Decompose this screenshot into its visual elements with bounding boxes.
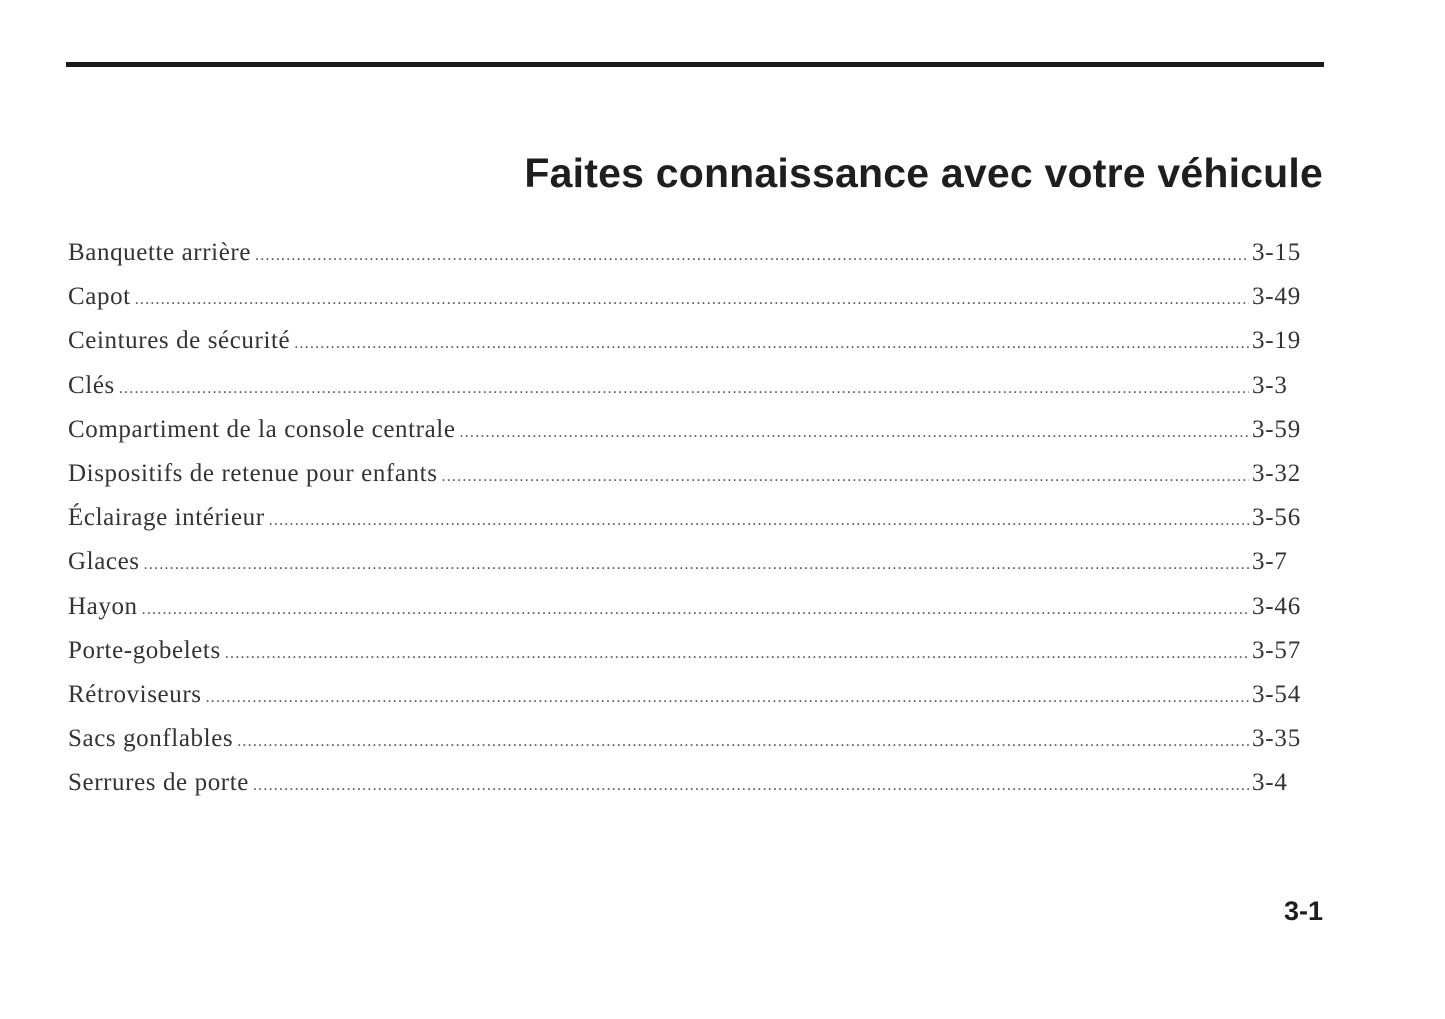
- toc-entry[interactable]: [68, 319, 1308, 363]
- toc-entry-page: 3-35: [1252, 725, 1302, 753]
- toc-entry[interactable]: [68, 452, 1308, 496]
- toc-entry[interactable]: [68, 364, 1308, 408]
- toc-entry-label: Clés: [68, 371, 115, 399]
- toc-entry[interactable]: [68, 585, 1308, 629]
- toc-entry-page: 3-3: [1252, 371, 1288, 399]
- dot-leader: [269, 499, 1249, 543]
- toc-entry-label: Compartiment de la console centrale: [68, 415, 456, 443]
- toc-entry[interactable]: [68, 629, 1308, 673]
- toc-entry-page: 3-46: [1252, 592, 1302, 620]
- toc-entry-page: 3-49: [1252, 283, 1302, 311]
- toc-entry[interactable]: [68, 275, 1308, 319]
- toc-entry[interactable]: [68, 673, 1308, 717]
- toc-entry-label: Porte-gobelets: [68, 636, 221, 664]
- toc-entry-label: Hayon: [68, 592, 138, 620]
- dot-leader: [142, 588, 1249, 632]
- toc-entry[interactable]: [68, 540, 1308, 584]
- toc-entry-label: Serrures de porte: [68, 769, 249, 797]
- toc-entry[interactable]: [68, 496, 1308, 540]
- dot-leader: [225, 632, 1249, 676]
- dot-leader: [294, 322, 1249, 366]
- toc-entry-label: Éclairage intérieur: [68, 504, 265, 532]
- toc-entry-page: 3-7: [1252, 548, 1288, 576]
- toc-entry-label: Rétroviseurs: [68, 680, 202, 708]
- header-rule: [66, 62, 1324, 67]
- page-number: 3-1: [1283, 896, 1323, 926]
- table-of-contents: [68, 231, 1308, 805]
- toc-entry-label: Banquette arrière: [68, 239, 252, 266]
- toc-entry[interactable]: [68, 408, 1308, 452]
- dot-leader: [135, 278, 1249, 322]
- dot-leader: [144, 543, 1249, 587]
- toc-entry-page: 3-15: [1252, 239, 1302, 266]
- dot-leader: [255, 234, 1249, 278]
- toc-entry-label: Glaces: [68, 548, 140, 576]
- toc-entry-page: 3-32: [1252, 459, 1302, 487]
- toc-entry-label: Ceintures de sécurité: [68, 327, 291, 355]
- dot-leader: [206, 676, 1249, 720]
- toc-entry-label: Sacs gonflables: [68, 725, 234, 753]
- toc-entry[interactable]: [68, 717, 1308, 761]
- toc-entry-label: Capot: [68, 283, 131, 311]
- chapter-title: Faites connaissance avec votre véhicule: [524, 150, 1323, 196]
- toc-entry-page: 3-19: [1252, 327, 1302, 355]
- dot-leader: [460, 411, 1249, 455]
- toc-entry-page: 3-59: [1252, 415, 1302, 443]
- toc-entry-page: 3-4: [1252, 769, 1288, 797]
- dot-leader: [253, 764, 1249, 808]
- dot-leader: [119, 367, 1249, 411]
- toc-entry[interactable]: [68, 231, 1308, 275]
- dot-leader: [442, 455, 1249, 499]
- toc-entry-page: 3-54: [1252, 680, 1302, 708]
- dot-leader: [237, 720, 1249, 764]
- toc-entry-label: Dispositifs de retenue pour enfants: [68, 459, 438, 487]
- toc-entry-page: 3-56: [1252, 504, 1302, 532]
- toc-entry[interactable]: [68, 761, 1308, 805]
- toc-entry-page: 3-57: [1252, 636, 1302, 664]
